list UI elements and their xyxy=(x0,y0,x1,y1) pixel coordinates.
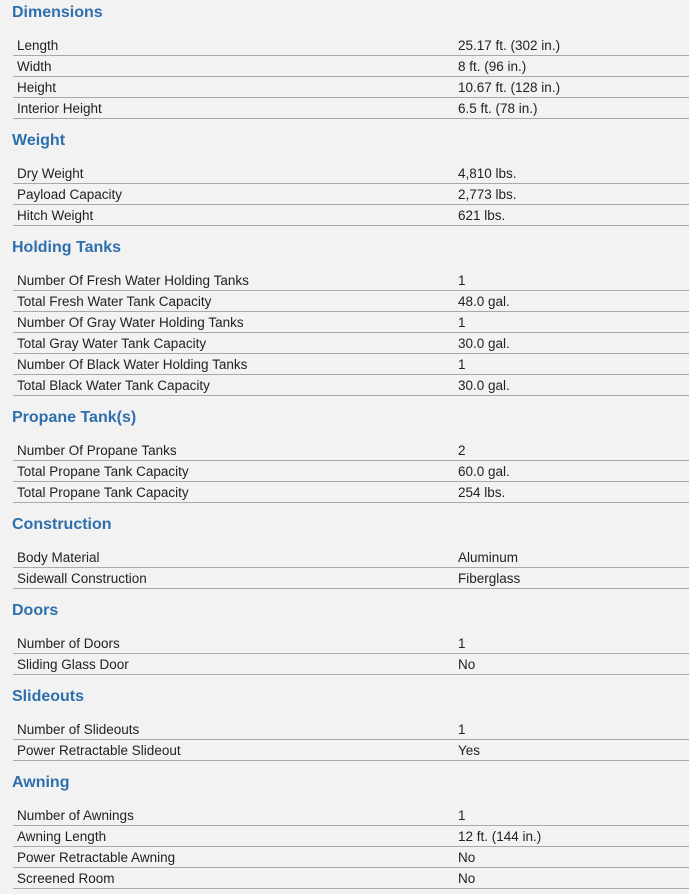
spec-row xyxy=(13,35,689,56)
spec-value: 6.5 ft. (78 in.) xyxy=(458,101,538,116)
spec-value: 8 ft. (96 in.) xyxy=(458,59,527,74)
spec-value: Aluminum xyxy=(458,550,519,565)
section-title-holding-tanks: Holding Tanks xyxy=(12,239,122,256)
spec-label: Number of Slideouts xyxy=(17,722,140,737)
section-title-slideouts: Slideouts xyxy=(12,688,85,705)
spec-row xyxy=(13,184,689,205)
spec-label: Number Of Gray Water Holding Tanks xyxy=(17,315,244,330)
spec-value: 2 xyxy=(458,443,466,458)
spec-label: Number Of Black Water Holding Tanks xyxy=(17,357,248,372)
spec-label: Number Of Fresh Water Holding Tanks xyxy=(17,273,249,288)
spec-value: 254 lbs. xyxy=(458,485,506,500)
spec-label: Total Fresh Water Tank Capacity xyxy=(17,294,212,309)
spec-row xyxy=(13,461,689,482)
spec-label: Length xyxy=(17,38,59,53)
spec-label: Number of Awnings xyxy=(17,808,134,823)
spec-row xyxy=(13,868,689,889)
spec-label: Payload Capacity xyxy=(17,187,123,202)
spec-value: No xyxy=(458,871,476,886)
spec-label: Sidewall Construction xyxy=(17,571,147,586)
spec-row xyxy=(13,77,689,98)
spec-row xyxy=(13,805,689,826)
spec-value: 1 xyxy=(458,808,466,823)
spec-label: Dry Weight xyxy=(17,166,84,181)
spec-row xyxy=(13,826,689,847)
section-title-weight: Weight xyxy=(12,132,66,149)
spec-value: 30.0 gal. xyxy=(458,336,510,351)
spec-value: Fiberglass xyxy=(458,571,521,586)
spec-value: 48.0 gal. xyxy=(458,294,510,309)
spec-label: Number Of Propane Tanks xyxy=(17,443,177,458)
spec-row xyxy=(13,740,689,761)
spec-label: Awning Length xyxy=(17,829,107,844)
spec-row xyxy=(13,482,689,503)
spec-label: Total Gray Water Tank Capacity xyxy=(17,336,207,351)
spec-row xyxy=(13,354,689,375)
spec-label: Body Material xyxy=(17,550,100,565)
spec-value: 1 xyxy=(458,357,466,372)
spec-label: Width xyxy=(17,59,52,74)
spec-row xyxy=(13,291,689,312)
spec-row xyxy=(13,333,689,354)
spec-value: 2,773 lbs. xyxy=(458,187,517,202)
section-title-doors: Doors xyxy=(12,602,59,619)
spec-value: 1 xyxy=(458,722,466,737)
spec-value: 12 ft. (144 in.) xyxy=(458,829,542,844)
spec-label: Total Black Water Tank Capacity xyxy=(17,378,210,393)
section-title-propane-tank-s: Propane Tank(s) xyxy=(12,409,137,426)
spec-row xyxy=(13,312,689,333)
spec-label: Total Propane Tank Capacity xyxy=(17,464,189,479)
spec-row xyxy=(13,568,689,589)
spec-label: Power Retractable Awning xyxy=(17,850,176,865)
spec-row xyxy=(13,654,689,675)
spec-label: Hitch Weight xyxy=(17,208,94,223)
spec-row xyxy=(13,719,689,740)
spec-value: No xyxy=(458,657,476,672)
spec-value: 1 xyxy=(458,636,466,651)
spec-row xyxy=(13,547,689,568)
spec-row xyxy=(13,270,689,291)
section-title-construction: Construction xyxy=(12,516,112,533)
spec-value: 30.0 gal. xyxy=(458,378,510,393)
spec-label: Height xyxy=(17,80,57,95)
spec-value: 25.17 ft. (302 in.) xyxy=(458,38,561,53)
spec-row xyxy=(13,56,689,77)
spec-row xyxy=(13,205,689,226)
section-title-awning: Awning xyxy=(12,774,70,791)
spec-label: Power Retractable Slideout xyxy=(17,743,181,758)
spec-value: 4,810 lbs. xyxy=(458,166,517,181)
spec-label: Interior Height xyxy=(17,101,102,116)
spec-value: 60.0 gal. xyxy=(458,464,510,479)
spec-value: 621 lbs. xyxy=(458,208,506,223)
spec-label: Sliding Glass Door xyxy=(17,657,129,672)
spec-value: 1 xyxy=(458,273,466,288)
spec-label: Total Propane Tank Capacity xyxy=(17,485,189,500)
spec-row xyxy=(13,163,689,184)
spec-value: Yes xyxy=(458,743,481,758)
spec-row xyxy=(13,440,689,461)
spec-row xyxy=(13,633,689,654)
section-title-dimensions: Dimensions xyxy=(12,4,103,21)
spec-row xyxy=(13,98,689,119)
spec-label: Number of Doors xyxy=(17,636,120,651)
spec-value: 1 xyxy=(458,315,466,330)
spec-label: Screened Room xyxy=(17,871,115,886)
spec-row xyxy=(13,375,689,396)
spec-row xyxy=(13,847,689,868)
spec-value: No xyxy=(458,850,476,865)
spec-value: 10.67 ft. (128 in.) xyxy=(458,80,561,95)
